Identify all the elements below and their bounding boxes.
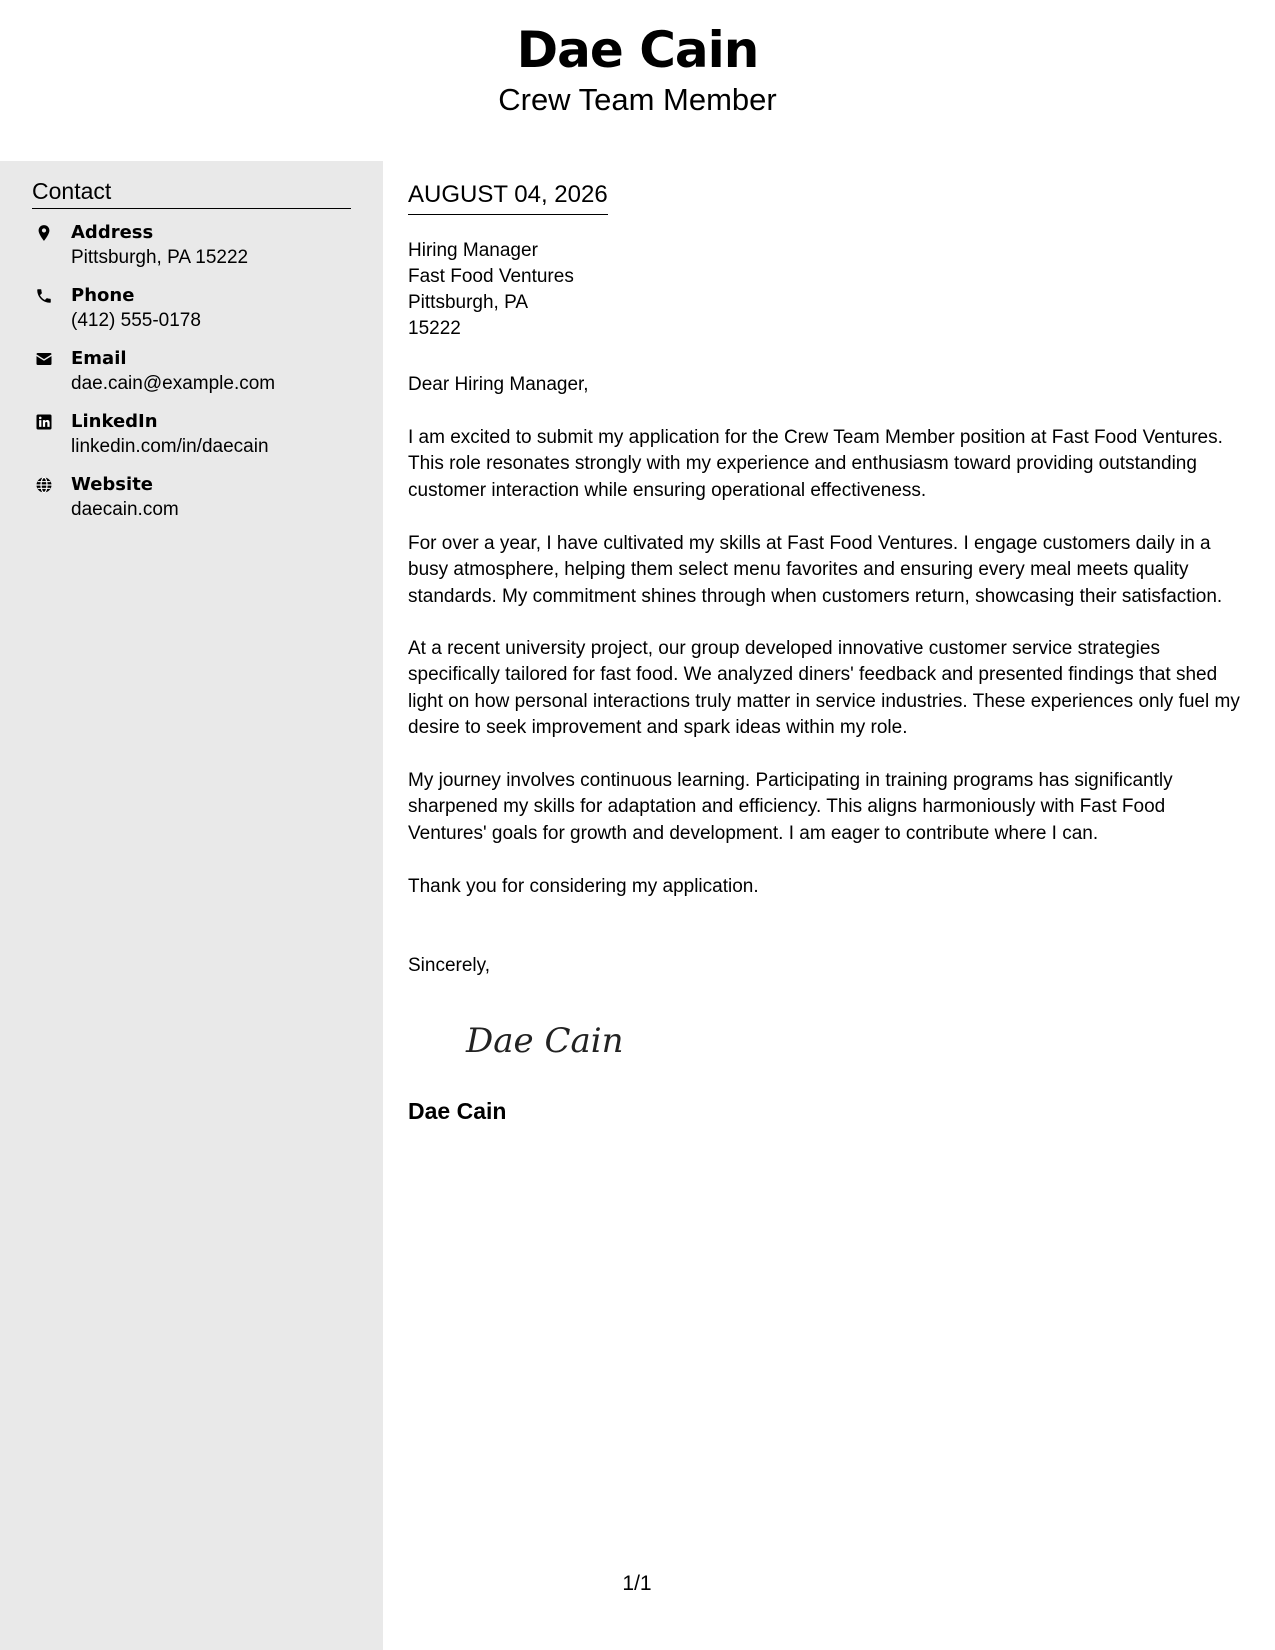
signature-image <box>462 1010 632 1070</box>
website-label: Website <box>71 474 154 495</box>
job-title: Crew Team Member <box>498 82 777 117</box>
letter-paragraph: For over a year, I have cultivated my skills at Fast Food Ventures. I engage customers daily in a busy atmosphere, helping them select menu favorites and ensuring every meal meets quality standards. My commitment shines through when customers return, showcasing their satisfaction. <box>408 533 1223 607</box>
letter-paragraph: At a recent university project, our group developed innovative customer service strategies specifically tailored for fast food. We analyzed diners' feedback and presented findings that shed light on how personal interactions truly matter in service industries. These experiences only fuel my desire to seek improvement and spark ideas within my role. <box>408 638 1240 739</box>
website-value: daecain.com <box>71 499 179 520</box>
map-pin-icon <box>35 224 53 242</box>
phone-icon <box>35 287 53 305</box>
recipient-line: Fast Food Ventures <box>408 266 574 287</box>
linkedin-value: linkedin.com/in/daecain <box>71 436 269 457</box>
page-number: 1/1 <box>622 1572 652 1595</box>
letter-date: AUGUST 04, 2026 <box>408 180 608 215</box>
signature-text: Dae Cain <box>466 1021 624 1061</box>
signoff-name: Dae Cain <box>408 1098 507 1124</box>
applicant-name: Dae Cain <box>516 21 759 79</box>
linkedin-icon <box>35 413 53 431</box>
phone-label: Phone <box>71 285 135 306</box>
letter-paragraph: I am excited to submit my application for the Crew Team Member position at Fast Food Ventures. This role resonates strongly with my experience and enthusiasm toward providing outstanding customer interaction while ensuring operational effectiveness. <box>408 427 1223 501</box>
address-label: Address <box>71 222 154 243</box>
salutation: Dear Hiring Manager, <box>408 374 589 395</box>
email-label: Email <box>71 348 127 369</box>
address-value: Pittsburgh, PA 15222 <box>71 247 249 268</box>
closing: Sincerely, <box>408 955 491 976</box>
recipient-block <box>408 238 574 342</box>
envelope-icon <box>35 350 53 368</box>
letter-paragraph: My journey involves continuous learning. Participating in training programs has significantly sharpened my skills for adaptation and efficiency. This aligns harmoniously with Fast Food Ventures' goals for growth and development. I am eager to contribute where I can. <box>408 770 1173 844</box>
resume-header <box>0 0 1275 160</box>
phone-value: (412) 555-0178 <box>71 310 201 331</box>
recipient-line: Pittsburgh, PA <box>408 292 529 313</box>
linkedin-label: LinkedIn <box>71 411 158 432</box>
letter-paragraph: Thank you for considering my application. <box>408 876 759 897</box>
globe-icon <box>35 476 53 494</box>
recipient-line: Hiring Manager <box>408 240 538 261</box>
recipient-line: 15222 <box>408 318 461 339</box>
contact-heading: Contact <box>32 176 351 209</box>
email-value: dae.cain@example.com <box>71 373 276 394</box>
